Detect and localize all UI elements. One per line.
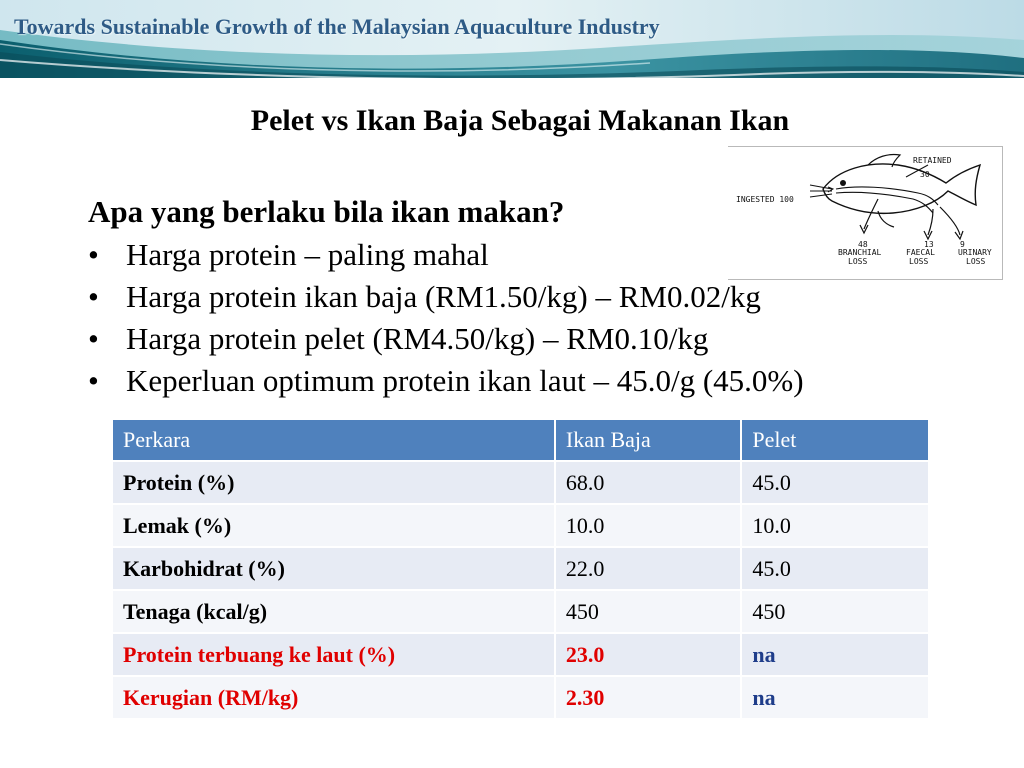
table-row (112, 676, 929, 719)
label-faecal-2: LOSS (909, 257, 929, 266)
subheading: Apa yang berlaku bila ikan makan? (88, 194, 565, 229)
cell-pelet: na (741, 676, 929, 719)
label-branchial-2: LOSS (848, 257, 868, 266)
bullet-icon: • (88, 279, 99, 314)
table-row (112, 590, 929, 633)
label-retained-value: 30 (920, 170, 930, 179)
label-branchial-1: BRANCHIAL (838, 248, 882, 257)
cell-ikan-baja: 2.30 (555, 676, 742, 719)
cell-ikan-baja: 68.0 (555, 461, 742, 504)
wave-background (0, 0, 1024, 80)
bullet-item (88, 276, 804, 318)
bullet-text: Harga protein ikan baja (RM1.50/kg) – RM0.02/kg (126, 279, 761, 314)
row-label: Karbohidrat (%) (112, 547, 555, 590)
cell-ikan-baja: 22.0 (555, 547, 742, 590)
header-pelet: Pelet (741, 419, 929, 461)
row-label: Protein terbuang ke laut (%) (112, 633, 555, 676)
header-ikan-baja: Ikan Baja (555, 419, 742, 461)
bullet-list (88, 234, 804, 402)
table-header-row (112, 419, 929, 461)
slide-title: Pelet vs Ikan Baja Sebagai Makanan Ikan (250, 104, 790, 137)
banner-title: Towards Sustainable Growth of the Malaysian Aquaculture Industry (14, 14, 660, 39)
comparison-table (111, 418, 930, 720)
row-label: Lemak (%) (112, 504, 555, 547)
bullet-text: Harga protein pelet (RM4.50/kg) – RM0.10/kg (126, 321, 709, 356)
top-banner (0, 0, 1024, 80)
cell-ikan-baja: 450 (555, 590, 742, 633)
bullet-icon: • (88, 321, 99, 356)
cell-pelet: 45.0 (741, 547, 929, 590)
label-faecal-value: 13 (924, 240, 934, 249)
bullet-text: Harga protein – paling mahal (126, 237, 489, 272)
cell-pelet: na (741, 633, 929, 676)
bullet-item (88, 360, 804, 402)
label-urinary-2: LOSS (966, 257, 986, 266)
cell-pelet: 10.0 (741, 504, 929, 547)
cell-pelet: 45.0 (741, 461, 929, 504)
row-label: Kerugian (RM/kg) (112, 676, 555, 719)
table-row (112, 504, 929, 547)
label-retained: RETAINED (913, 156, 952, 165)
cell-ikan-baja: 10.0 (555, 504, 742, 547)
table-row (112, 461, 929, 504)
bullet-item (88, 234, 804, 276)
label-branchial-value: 48 (858, 240, 868, 249)
table-row (112, 633, 929, 676)
row-label: Tenaga (kcal/g) (112, 590, 555, 633)
header-perkara: Perkara (112, 419, 555, 461)
label-faecal-1: FAECAL (906, 248, 935, 257)
bullet-item (88, 318, 804, 360)
label-urinary-value: 9 (960, 240, 965, 249)
label-urinary-1: URINARY (958, 248, 992, 257)
table-row (112, 547, 929, 590)
bullet-text: Keperluan optimum protein ikan laut – 45.0/g (45.0%) (126, 363, 804, 398)
cell-pelet: 450 (741, 590, 929, 633)
label-ingested: INGESTED 100 (736, 195, 794, 204)
cell-ikan-baja: 23.0 (555, 633, 742, 676)
bullet-icon: • (88, 237, 99, 272)
row-label: Protein (%) (112, 461, 555, 504)
bullet-icon: • (88, 363, 99, 398)
